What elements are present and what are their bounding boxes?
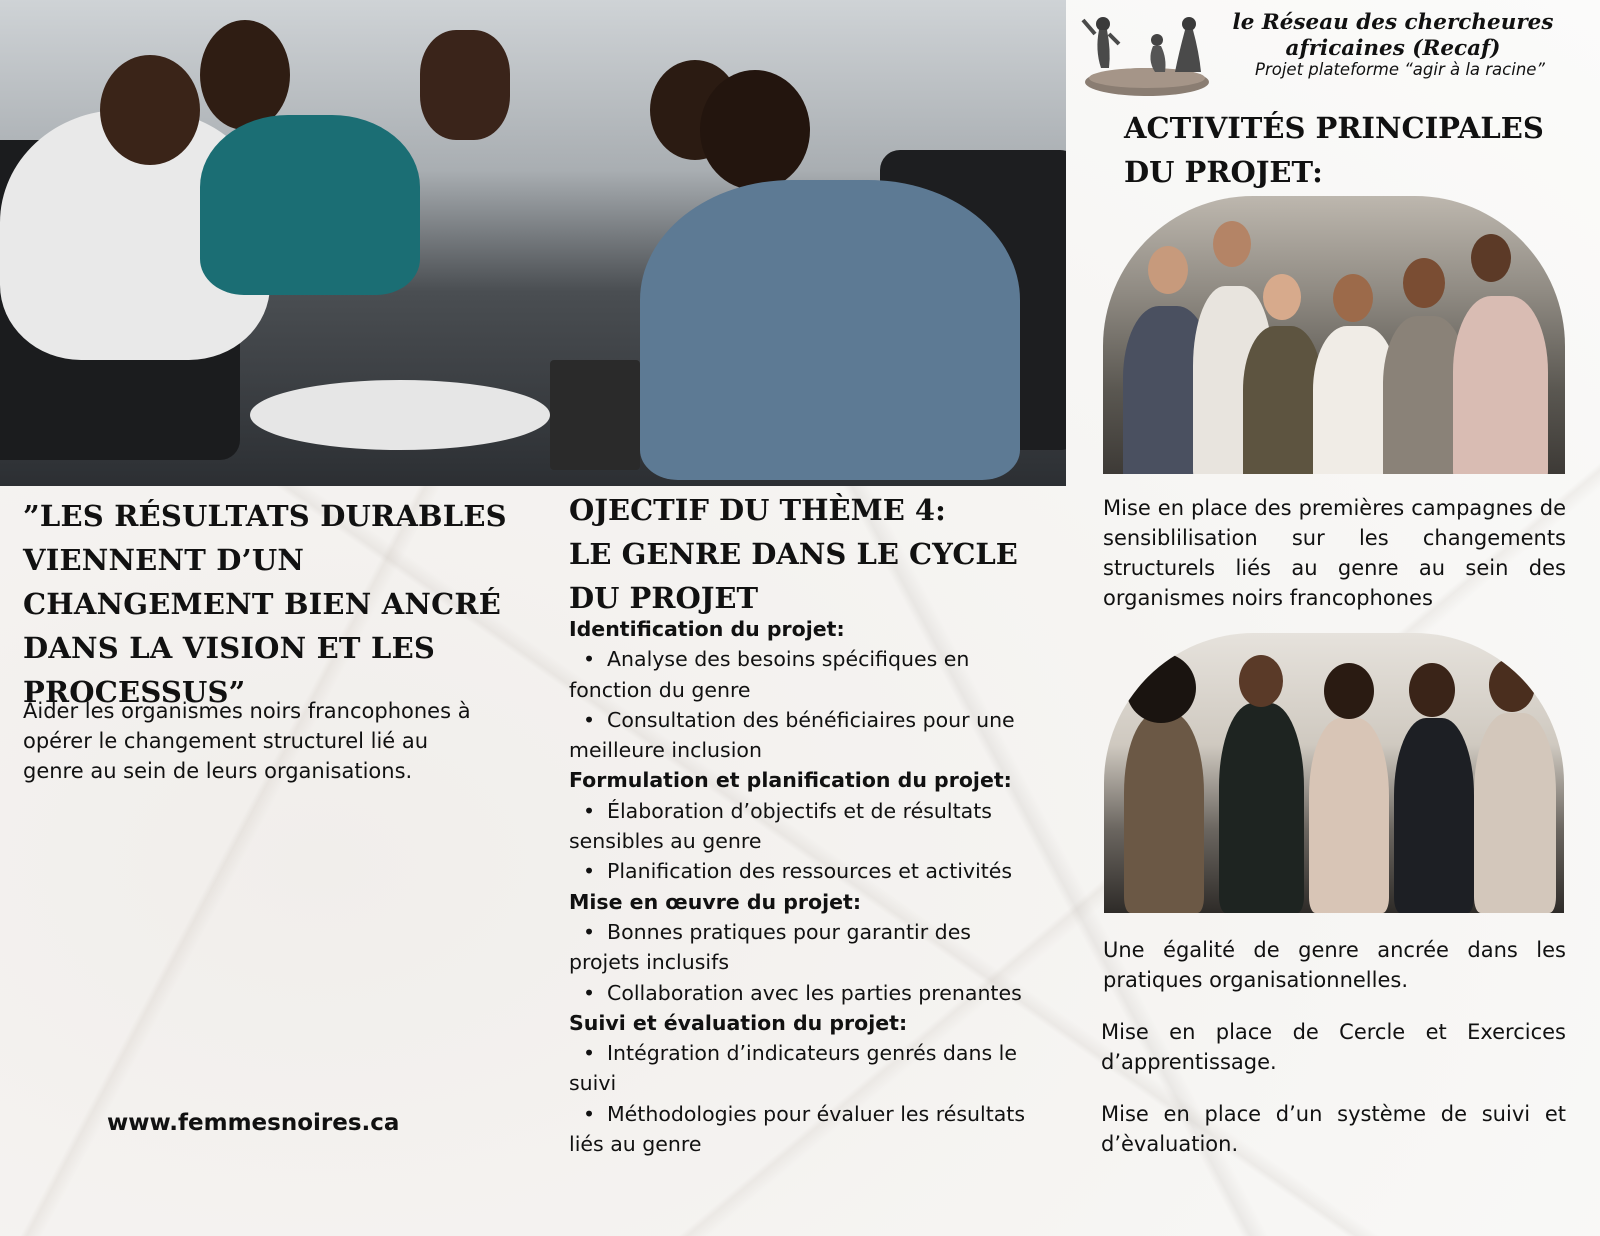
activities-title: ACTIVITÉS PRINCIPALES DU PROJET:	[1124, 111, 1544, 189]
section-formulation	[569, 765, 1039, 886]
list-item	[569, 644, 1039, 705]
brand-tagline: Projet plateforme “agir à la racine”	[1255, 60, 1545, 79]
list-item	[569, 1099, 1039, 1160]
section-suivi	[569, 1008, 1039, 1159]
list-item	[569, 705, 1039, 766]
list-item	[569, 978, 1039, 1008]
section-heading: Formulation et planification du projet:	[569, 768, 1012, 793]
list-item-text: Bonnes pratiques pour garantir des projets inclusifs	[569, 919, 971, 975]
brand-name: le Réseau des chercheures africaines (Recaf)	[1232, 10, 1554, 61]
website-link[interactable]: www.femmesnoires.ca	[107, 1110, 400, 1136]
intro-paragraph: Aider les organismes noirs francophones à opérer le changement structurel lié au genre au sein de leurs organisations.	[23, 699, 471, 783]
activity-paragraph-2: Une égalité de genre ancrée dans les pratiques organisationnelles.	[1103, 938, 1566, 992]
bullet-icon: •	[583, 647, 596, 672]
bullet-icon: •	[583, 1101, 596, 1126]
section-heading: Suivi et évaluation du projet:	[569, 1010, 908, 1035]
bullet-icon: •	[583, 859, 596, 884]
group-photo-team	[1103, 196, 1565, 474]
group-photo-women	[1104, 633, 1564, 913]
section-mise-en-oeuvre	[569, 887, 1039, 1008]
section-heading: Mise en œuvre du projet:	[569, 889, 862, 914]
list-item	[569, 856, 1039, 886]
hero-photo-team-high-five	[0, 0, 1066, 486]
list-item-text: Intégration d’indicateurs genrés dans le suivi	[569, 1041, 1017, 1096]
list-item-text: Élaboration d’objectifs et de résultats sensibles au genre	[569, 798, 992, 854]
recaf-logo	[1075, 10, 1215, 98]
section-heading: Identification du projet:	[569, 617, 845, 641]
objective-title	[569, 488, 1049, 620]
list-item-text: Collaboration avec les parties prenantes	[607, 980, 1022, 1005]
list-item	[569, 1038, 1039, 1099]
list-item-text: Analyse des besoins spécifiques en fonction du genre	[569, 647, 970, 702]
objective-list	[569, 614, 1039, 1159]
bullet-icon: •	[583, 707, 596, 732]
list-item-text: Planification des ressources et activités	[607, 859, 1013, 884]
list-item-text: Consultation des bénéficiaires pour une meilleure inclusion	[569, 707, 1015, 763]
activity-paragraph-1: Mise en place des premières campagnes de sensiblilisation sur les changements structurels liés au genre au sein des organismes noirs francophones	[1103, 496, 1566, 610]
bullet-icon: •	[583, 980, 596, 1005]
bullet-icon: •	[583, 919, 596, 944]
list-item-text: Méthodologies pour évaluer les résultats liés au genre	[569, 1101, 1026, 1157]
objective-title-line2: LE GENRE DANS LE CYCLE DU PROJET	[569, 537, 1018, 615]
activity-paragraph-4: Mise en place d’un système de suivi et d’èvaluation.	[1101, 1102, 1566, 1156]
activity-paragraph-3: Mise en place de Cercle et Exercices d’apprentissage.	[1101, 1020, 1566, 1074]
section-identification	[569, 614, 1039, 765]
bullet-icon: •	[583, 1041, 596, 1066]
list-item	[569, 917, 1039, 978]
bullet-icon: •	[583, 798, 596, 823]
objective-title-line1: OJECTIF DU THÈME 4:	[569, 493, 946, 527]
list-item	[569, 796, 1039, 857]
pull-quote: ”LES RÉSULTATS DURABLES VIENNENT D’UN CHANGEMENT BIEN ANCRÉ DANS LA VISION ET LES PROCESSUS”	[23, 499, 507, 709]
